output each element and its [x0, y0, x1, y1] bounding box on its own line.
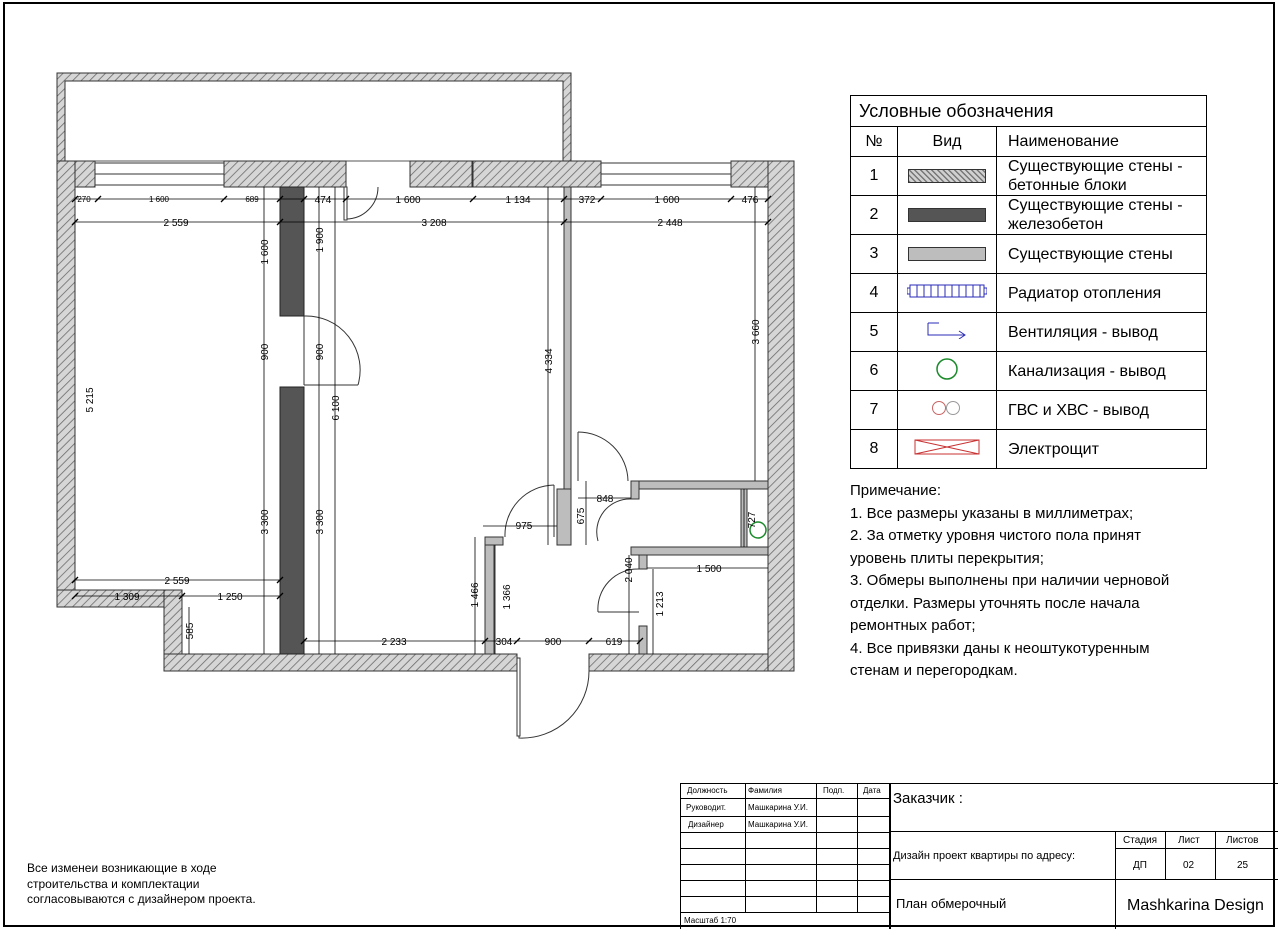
- legend-row: [851, 196, 1207, 235]
- legend-num: 5: [851, 313, 898, 352]
- legend-row: [851, 430, 1207, 469]
- dim-label: 1 600: [260, 239, 271, 265]
- note-line: ремонтных работ;: [850, 617, 976, 634]
- radiator-icon: [907, 283, 987, 299]
- legend-num: 4: [851, 274, 898, 313]
- note-line: 4. Все привязки даны к неоштукотуренным: [850, 639, 1150, 657]
- tb-customer: Заказчик :: [893, 790, 963, 807]
- dim-label: 1 500: [696, 564, 722, 575]
- electrical-panel-icon: [913, 438, 981, 456]
- dim-label: 975: [515, 521, 533, 532]
- dim-label: 900: [544, 637, 562, 648]
- tb-header-surname: Фамилия: [748, 786, 782, 795]
- note-line: уровень плиты перекрытия;: [850, 549, 1044, 567]
- legend-row: [851, 235, 1207, 274]
- water-circles-icon: [929, 399, 965, 417]
- legend-row: [851, 352, 1207, 391]
- tb-header-position: Должность: [687, 786, 728, 795]
- legend-name: Радиатор отопления: [997, 274, 1207, 313]
- tb-address: Дизайн проект квартиры по адресу:: [893, 850, 1076, 862]
- dim-label: 2 233: [381, 637, 407, 648]
- dim-label: 1 600: [654, 195, 680, 206]
- tb-header-sign: Подп.: [823, 786, 845, 795]
- legend-num: 3: [851, 235, 898, 274]
- tb-drawing-name: План обмерочный: [896, 896, 1007, 911]
- dim-label: 5 215: [85, 387, 96, 413]
- legend-num: 1: [851, 157, 898, 196]
- legend-name: Существующие стены: [997, 235, 1207, 274]
- notes: [850, 480, 1270, 683]
- notes-title: Примечание:: [850, 482, 941, 499]
- tb-stage: ДП: [1133, 860, 1147, 871]
- dim-label: 2 559: [163, 218, 189, 229]
- tb-sheets: 25: [1237, 860, 1249, 871]
- note-line: 2. За отметку уровня чистого пола принят: [850, 527, 1142, 544]
- legend-name: Канализация - вывод: [997, 352, 1207, 391]
- dim-label: 2 559: [164, 576, 190, 587]
- legend-row: [851, 274, 1207, 313]
- dim-label: 585: [185, 622, 196, 640]
- dim-label: 1 600: [148, 195, 170, 204]
- tb-header-date: Дата: [863, 786, 881, 795]
- dim-label: 474: [314, 195, 332, 206]
- dim-label: 4 334: [544, 348, 555, 374]
- dim-label: 6 100: [331, 395, 342, 421]
- dim-label: 372: [578, 195, 596, 206]
- tb-position: Дизайнер: [688, 820, 724, 829]
- legend-num: 7: [851, 391, 898, 430]
- dark-wall-swatch: [908, 208, 986, 222]
- balcony: [57, 73, 571, 161]
- exterior-walls: [57, 161, 794, 671]
- dim-label: 1 466: [470, 582, 481, 608]
- tb-position: Руководит.: [686, 803, 726, 812]
- tb-surname: Машкарина У.И.: [748, 803, 808, 812]
- dim-label: 1 250: [217, 592, 243, 603]
- dim-label: 476: [741, 195, 759, 206]
- change-note-line: Все изменеи возникающие в ходе: [27, 861, 217, 875]
- legend-num: 2: [851, 196, 898, 235]
- legend-title: Условные обозначения: [851, 96, 1207, 127]
- note-line: отделки. Размеры уточнять после начала: [850, 594, 1140, 612]
- change-note-line: строительства и комплектации: [27, 876, 200, 891]
- grey-wall-swatch: [908, 247, 986, 261]
- tb-scale: Масштаб 1:70: [684, 916, 737, 925]
- legend-col-num: №: [851, 127, 898, 157]
- tb-surname: Машкарина У.И.: [748, 820, 808, 829]
- dim-label: 675: [576, 507, 587, 525]
- dim-label: 1 900: [315, 227, 326, 253]
- dim-label: 689: [245, 195, 259, 204]
- legend-name: Электрощит: [997, 430, 1207, 469]
- tb-stage-label: Стадия: [1123, 835, 1158, 846]
- legend-num: 8: [851, 430, 898, 469]
- legend-name: Вентиляция - вывод: [997, 313, 1207, 352]
- note-line: 3. Обмеры выполнены при наличии черновой: [850, 572, 1170, 589]
- dim-label: 1 366: [502, 584, 513, 610]
- tb-studio: Mashkarina Design: [1127, 897, 1264, 914]
- legend-col-name: Наименование: [997, 127, 1207, 157]
- dimension-labels: [77, 195, 762, 648]
- dim-label: 727: [747, 511, 758, 529]
- hatched-wall-swatch: [908, 169, 986, 183]
- dim-label: 1 600: [395, 195, 421, 206]
- dim-label: 848: [596, 494, 614, 505]
- note-line: 1. Все размеры указаны в миллиметрах;: [850, 504, 1134, 522]
- dim-label: 304: [495, 637, 513, 648]
- legend-row: [851, 391, 1207, 430]
- dim-label: 1 309: [114, 592, 140, 603]
- dim-label: 2 448: [657, 218, 683, 229]
- legend-row: [851, 313, 1207, 352]
- sewer-circle-icon: [935, 357, 959, 381]
- dim-label: 900: [260, 343, 271, 361]
- dim-label: 3 208: [421, 218, 447, 229]
- change-note-line: согласовываются с дизайнером проекта.: [27, 892, 256, 906]
- legend-row: [851, 157, 1207, 196]
- dim-label: 270: [77, 195, 91, 204]
- legend-name: Существующие стены - бетонные блоки: [997, 157, 1207, 196]
- dim-label: 3 300: [260, 509, 271, 535]
- ventilation-arrow-icon: [925, 321, 969, 339]
- legend-name: Существующие стены - железобетон: [997, 196, 1207, 235]
- light-partitions: [485, 187, 768, 654]
- change-note: [27, 861, 256, 908]
- legend-name: ГВС и ХВС - вывод: [997, 391, 1207, 430]
- concrete-partition: [280, 187, 304, 654]
- legend-num: 6: [851, 352, 898, 391]
- tb-sheet-label: Лист: [1178, 835, 1200, 846]
- dim-label: 619: [605, 637, 623, 648]
- dim-label: 1 134: [505, 195, 531, 206]
- dim-label: 1 213: [655, 591, 666, 617]
- dim-label: 2 040: [624, 557, 635, 583]
- dim-label: 900: [315, 343, 326, 361]
- legend-table: [850, 95, 1207, 469]
- tb-sheet: 02: [1183, 860, 1195, 871]
- tb-sheets-label: Листов: [1226, 835, 1259, 846]
- title-block: [680, 783, 1278, 929]
- legend-col-view: Вид: [898, 127, 997, 157]
- note-line: стенам и перегородкам.: [850, 662, 1018, 679]
- dim-label: 3 660: [751, 319, 762, 345]
- dim-label: 3 300: [315, 509, 326, 535]
